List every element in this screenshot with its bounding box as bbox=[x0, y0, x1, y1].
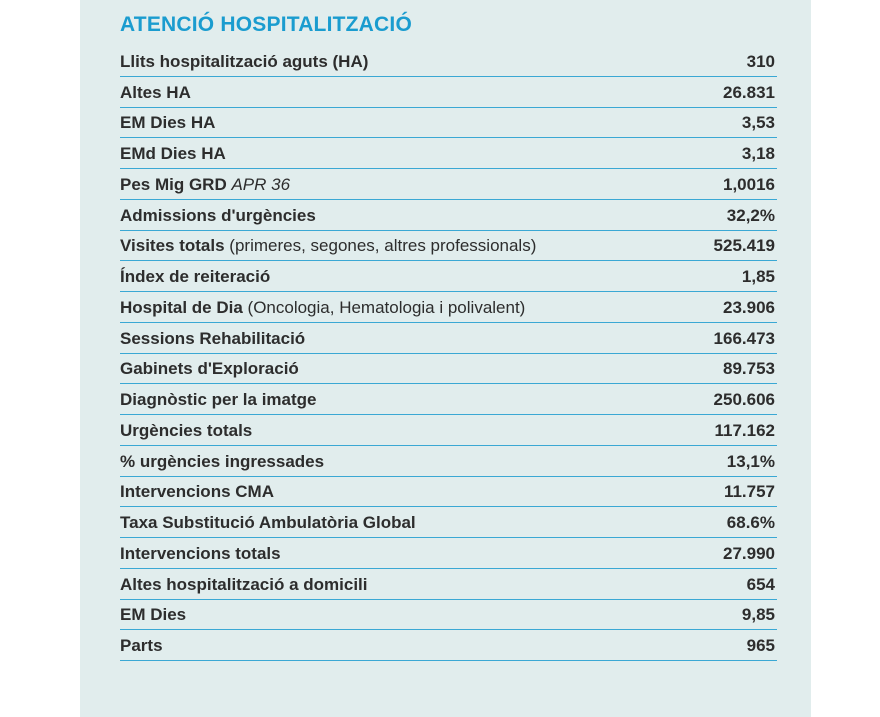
row-label: Visites totals (primeres, segones, altres professionals) bbox=[120, 236, 537, 256]
table-row bbox=[120, 384, 777, 415]
table-row bbox=[120, 108, 777, 139]
row-value: 68.6% bbox=[726, 513, 775, 532]
table-row bbox=[120, 323, 777, 354]
row-value: 26.831 bbox=[723, 82, 775, 102]
table-row bbox=[120, 446, 777, 477]
row-value: 965 bbox=[746, 636, 775, 655]
row-value: 23.906 bbox=[723, 297, 775, 317]
table-row bbox=[120, 477, 777, 508]
row-value: 27.990 bbox=[723, 543, 775, 563]
row-value: 310 bbox=[746, 51, 775, 71]
row-value: 3,53 bbox=[741, 113, 775, 133]
row-label: Pes Mig GRD APR 36 bbox=[120, 174, 291, 194]
row-value: 9,85 bbox=[741, 605, 775, 625]
table-row bbox=[120, 292, 777, 323]
row-label: Intervencions totals bbox=[120, 543, 281, 563]
table-row bbox=[120, 231, 777, 262]
row-label: Llits hospitalització aguts (HA) bbox=[120, 51, 369, 71]
row-value: 89.753 bbox=[723, 359, 775, 379]
row-label: Gabinets d'Exploració bbox=[120, 359, 299, 379]
row-label: Altes hospitalització a domicili bbox=[120, 574, 368, 594]
table-row bbox=[120, 354, 777, 385]
table-row bbox=[120, 538, 777, 569]
table-row bbox=[120, 630, 777, 661]
row-value: 166.473 bbox=[713, 328, 775, 348]
row-label: Índex de reiteració bbox=[120, 267, 271, 286]
row-label: Sessions Rehabilitació bbox=[120, 328, 306, 348]
table-row bbox=[120, 569, 777, 600]
table-row bbox=[120, 77, 777, 108]
row-label: Diagnòstic per la imatge bbox=[120, 390, 317, 409]
row-value: 654 bbox=[746, 574, 775, 594]
table-row bbox=[120, 261, 777, 292]
panel-title: ATENCIÓ HOSPITALITZACIÓ bbox=[120, 13, 412, 36]
row-label: % urgències ingressades bbox=[120, 451, 325, 471]
row-value: 250.606 bbox=[713, 390, 775, 409]
table-row bbox=[120, 415, 777, 446]
row-value: 13,1% bbox=[726, 451, 775, 471]
table-row bbox=[120, 46, 777, 77]
row-label: Admissions d'urgències bbox=[120, 205, 316, 225]
row-value: 32,2% bbox=[726, 205, 775, 225]
row-value: 1,85 bbox=[741, 267, 775, 286]
row-label: EM Dies bbox=[120, 605, 187, 625]
row-label: Parts bbox=[120, 636, 163, 655]
row-label: Intervencions CMA bbox=[120, 482, 274, 502]
stats-table bbox=[120, 46, 777, 661]
row-label: Urgències totals bbox=[120, 420, 253, 440]
table-row bbox=[120, 138, 777, 169]
table-row bbox=[120, 600, 777, 631]
row-value: 117.162 bbox=[714, 420, 775, 440]
row-value: 11.757 bbox=[723, 482, 775, 502]
table-row bbox=[120, 169, 777, 200]
row-label: Hospital de Dia (Oncologia, Hematologia i polivalent) bbox=[120, 297, 526, 317]
row-value: 1,0016 bbox=[723, 174, 775, 194]
row-label: Taxa Substitució Ambulatòria Global bbox=[120, 513, 416, 532]
row-value: 3,18 bbox=[741, 144, 775, 163]
row-label: EM Dies HA bbox=[120, 113, 216, 133]
row-label: Altes HA bbox=[120, 82, 191, 102]
table-row bbox=[120, 200, 777, 231]
row-value: 525.419 bbox=[713, 236, 775, 256]
row-label: EMd Dies HA bbox=[120, 144, 226, 163]
table-row bbox=[120, 507, 777, 538]
